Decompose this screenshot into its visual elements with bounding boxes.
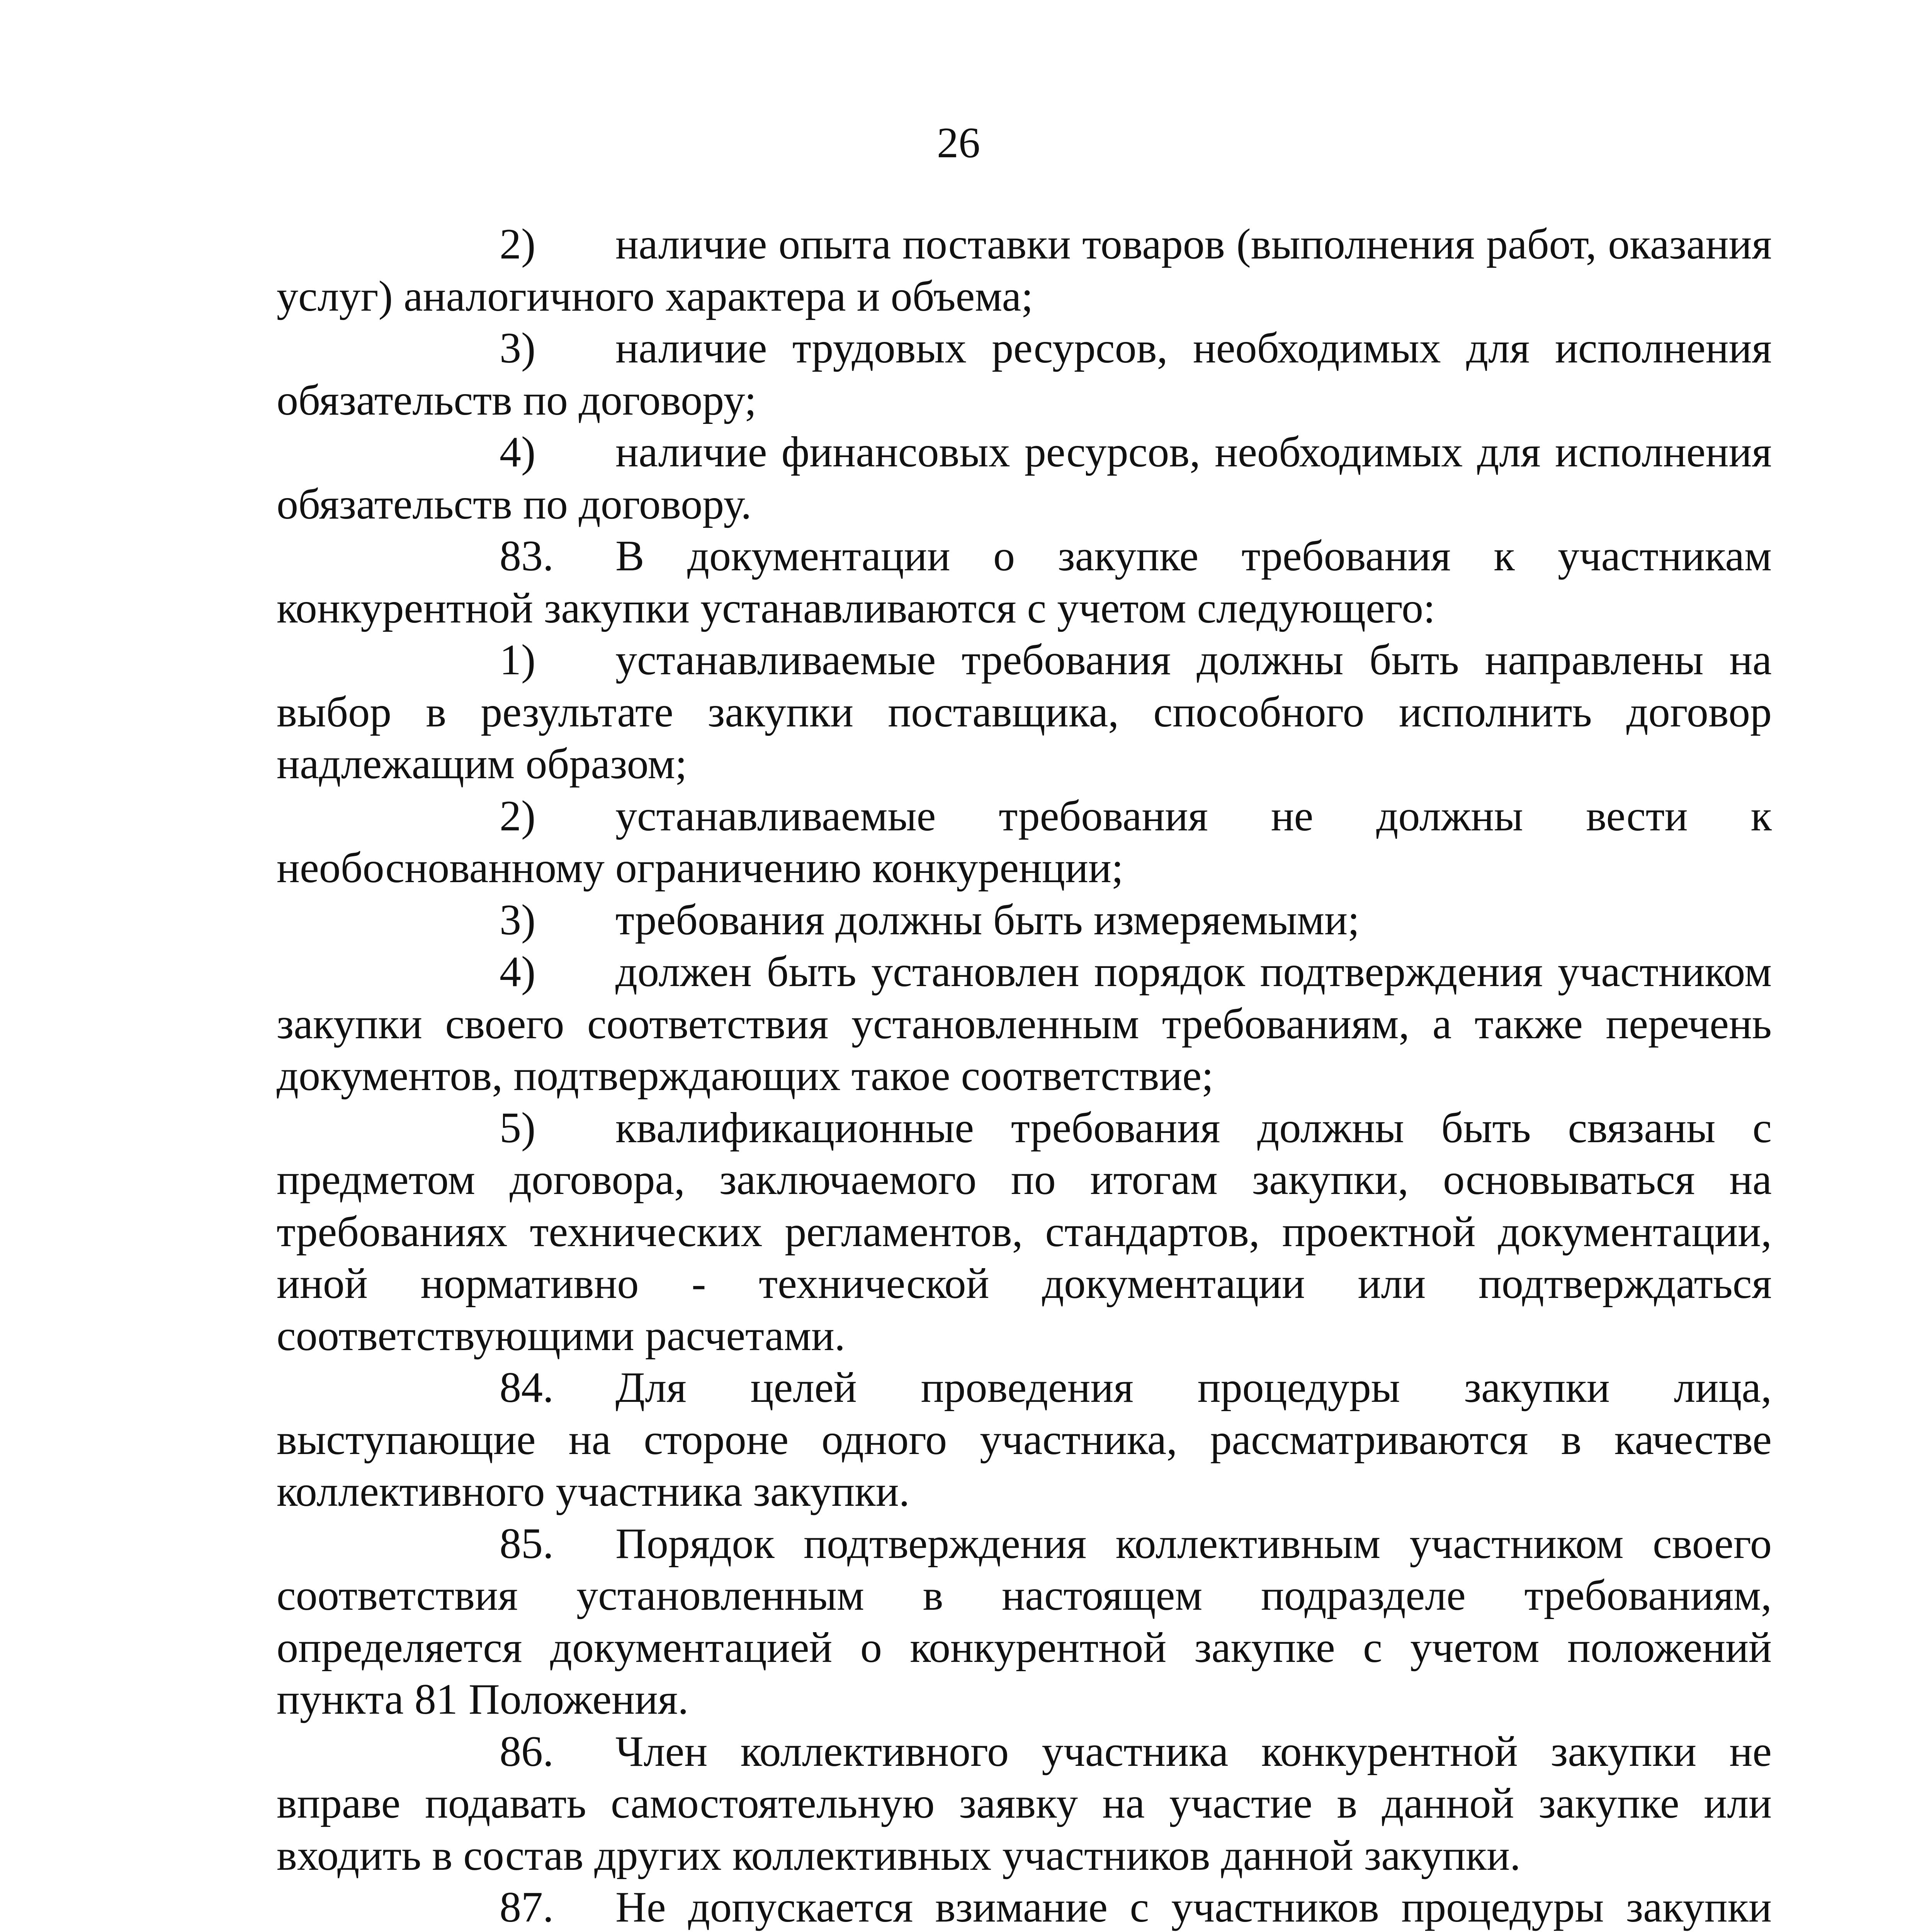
paragraph-number: 84. [500, 1364, 554, 1412]
paragraph-text: Не допускается взимание с участников процедуры закупки [615, 1883, 1772, 1931]
paragraph [277, 1881, 1772, 1932]
document-body [277, 218, 1772, 1932]
paragraph-text: устанавливаемые требования должны быть направлены на выбор в результате закупки поставщика, способного исполнить договор надлежащим образом; [277, 636, 1772, 788]
paragraph-number: 2) [500, 792, 536, 840]
paragraph-text: квалификационные требования должны быть связаны с предметом договора, заключаемого по итогам закупки, основываться на требованиях технических регламентов, стандартов, проектной документации, иной нормативно - технической документации или подтверждаться соответствующими расчетами. [277, 1104, 1772, 1360]
paragraph [277, 218, 1772, 322]
paragraph-text: требования должны быть измеряемыми; [615, 896, 1360, 944]
paragraph-text: устанавливаемые требования не должны вести к необоснованному ограничению конкуренции; [277, 792, 1772, 892]
paragraph [277, 1726, 1772, 1882]
paragraph [277, 634, 1772, 790]
paragraph-number: 3) [500, 896, 536, 944]
paragraph-text: наличие опыта поставки товаров (выполнения работ, оказания услуг) аналогичного характера и объема; [277, 220, 1772, 320]
paragraph-number: 3) [500, 324, 536, 372]
paragraph [277, 790, 1772, 894]
paragraph [277, 1518, 1772, 1726]
page-number: 26 [937, 119, 980, 167]
paragraph [277, 894, 1772, 946]
paragraph-number: 2) [500, 220, 536, 268]
paragraphs-before [277, 218, 1772, 1932]
paragraph-number: 4) [500, 948, 536, 996]
paragraph [277, 530, 1772, 634]
paragraph-text: должен быть установлен порядок подтверждения участником закупки своего соответствия установленным требованиям, а также перечень документов, подтверждающих такое соответствие; [277, 948, 1772, 1100]
paragraph [277, 1362, 1772, 1518]
paragraph-number: 86. [500, 1727, 554, 1776]
paragraph-number: 83. [500, 532, 554, 580]
paragraph-text: Член коллективного участника конкурентной закупки не вправе подавать самостоятельную заявку на участие в данной закупке или входить в состав других коллективных участников данной закупки. [277, 1727, 1772, 1879]
paragraph-number: 5) [500, 1104, 536, 1152]
paragraph-number: 4) [500, 428, 536, 476]
paragraph [277, 946, 1772, 1102]
paragraph-number: 85. [500, 1519, 554, 1568]
paragraph-text: В документации о закупке требования к участникам конкурентной закупки устанавливаются с учетом следующего: [277, 532, 1772, 632]
paragraph-text: Для целей проведения процедуры закупки лица, выступающие на стороне одного участника, рассматриваются в качестве коллективного участника закупки. [277, 1364, 1772, 1515]
paragraph-text: наличие финансовых ресурсов, необходимых для исполнения обязательств по договору. [277, 428, 1772, 528]
paragraph-number: 1) [500, 636, 536, 684]
paragraph [277, 322, 1772, 426]
paragraph [277, 1102, 1772, 1362]
paragraph [277, 426, 1772, 530]
paragraph-number: 87. [500, 1883, 554, 1931]
paragraph-text: наличие трудовых ресурсов, необходимых для исполнения обязательств по договору; [277, 324, 1772, 424]
paragraph-text: Порядок подтверждения коллективным участником своего соответствия установленным в настоящем подразделе требованиям, определяется документацией о конкурентной закупке с учетом положений пункта 81 Положения. [277, 1519, 1772, 1723]
